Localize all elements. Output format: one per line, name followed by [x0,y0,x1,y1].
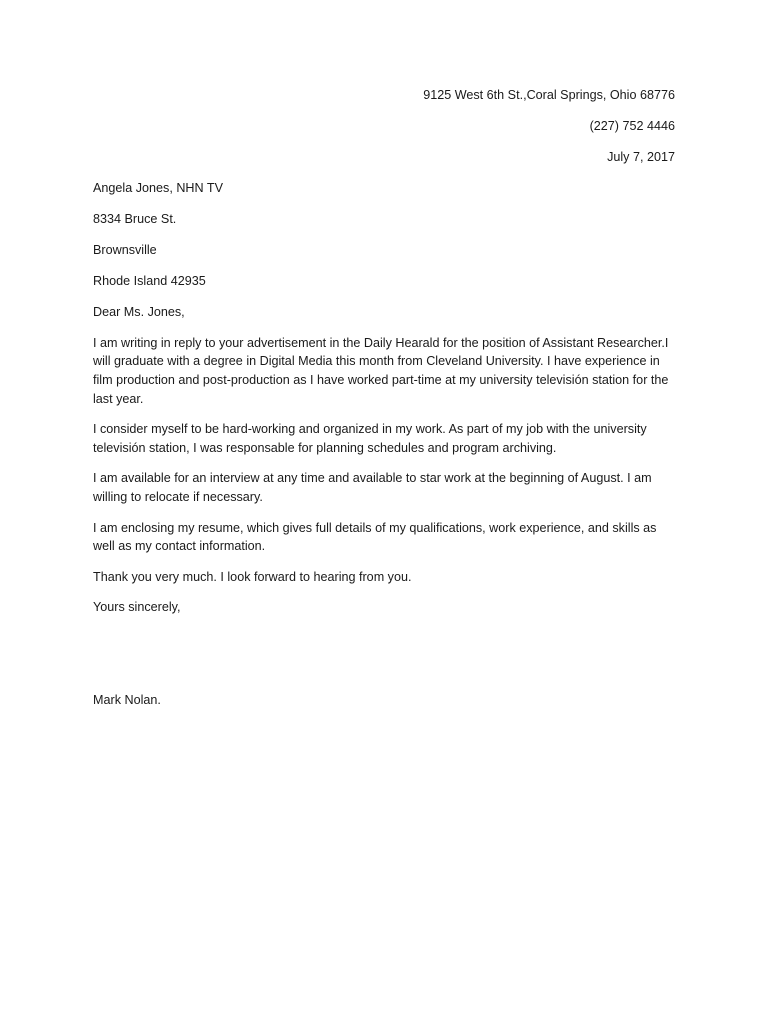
sender-address: 9125 West 6th St.,Coral Springs, Ohio 68776 [423,88,675,102]
recipient-name: Angela Jones, NHN TV [93,180,223,195]
salutation: Dear Ms. Jones, [93,304,185,319]
sender-phone: (227) 752 4446 [589,118,675,133]
recipient-street: 8334 Bruce St. [93,211,177,226]
signature-space [93,617,675,691]
body-paragraph-2: I consider myself to be hard-working and organized in my work. As part of my job with the university televisión station, I was responsable for planning schedules and program archiving. [93,422,647,455]
body-paragraph-5: Thank you very much. I look forward to hearing from you. [93,569,412,584]
signature-name: Mark Nolan. [93,693,161,707]
letter-date: July 7, 2017 [607,149,675,164]
body-paragraph-3: I am available for an interview at any time and available to star work at the beginning of August. I am willing to relocate if necessary. [93,471,652,505]
recipient-city: Brownsville [93,242,157,257]
letter-page [93,86,675,710]
recipient-state-zip: Rhode Island 42935 [93,273,206,288]
body-paragraph-1: I am writing in reply to your advertisement in the Daily Hearald for the position of Assistant Researcher.I will graduate with a degree in Digital Media this month from Cleveland University. I have experience in film production and post-production as I have worked part-time at my university televisión station for the last year. [93,335,669,406]
body-paragraph-4: I am enclosing my resume, which gives full details of my qualifications, work experience, and skills as well as my contact information. [93,520,657,554]
closing: Yours sincerely, [93,600,181,615]
